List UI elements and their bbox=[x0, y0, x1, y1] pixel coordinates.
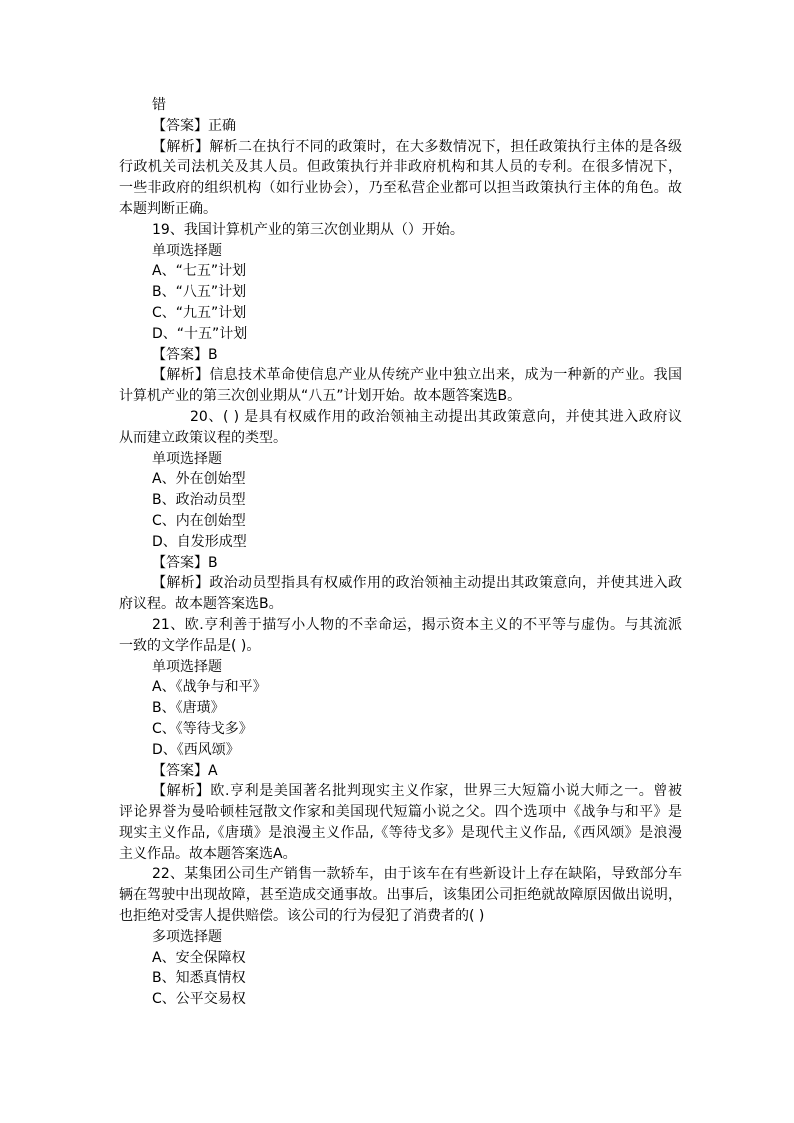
qtype-paragraph bbox=[119, 241, 682, 262]
option-line: D、“十五”计划 bbox=[152, 325, 248, 342]
option-paragraph bbox=[119, 303, 682, 324]
analysis-line: 计算机产业的第三次创业期从“八五”计划开始。故本题答案选B。 bbox=[119, 388, 522, 405]
analysis-line: 行政机关司法机关及其人员。但政策执行并非政府机构和其人员的专利。在很多情况下， bbox=[119, 159, 682, 176]
question-line: 从而建立政策议程的类型。 bbox=[119, 429, 287, 446]
option-paragraph bbox=[119, 740, 682, 761]
option-paragraph bbox=[119, 968, 682, 989]
analysis-line: 现实主义作品,《唐璜》是浪漫主义作品,《等待戈多》是现代主义作品,《西风颂》是浪漫 bbox=[119, 824, 682, 841]
qtype-line: 单项选择题 bbox=[152, 242, 222, 259]
option-line: A、“七五”计划 bbox=[152, 263, 247, 280]
answer-line: 【答案】A bbox=[152, 762, 218, 779]
answer-line: 【答案】正确 bbox=[152, 117, 236, 134]
option-line: 错 bbox=[152, 97, 166, 113]
analysis-line: 本题判断正确。 bbox=[119, 200, 217, 217]
analysis-paragraph bbox=[119, 137, 682, 220]
option-paragraph bbox=[119, 282, 682, 303]
question-line: 一致的文学作品是( )。 bbox=[119, 637, 261, 654]
answer-paragraph bbox=[119, 345, 682, 366]
option-line: A、安全保障权 bbox=[152, 949, 246, 966]
option-paragraph bbox=[119, 511, 682, 532]
option-paragraph bbox=[119, 324, 682, 345]
question-line: 19、我国计算机产业的第三次创业期从（）开始。 bbox=[152, 221, 464, 238]
question-line: 也拒绝对受害人提供赔偿。该公司的行为侵犯了消费者的( ) bbox=[119, 908, 485, 925]
option-paragraph bbox=[119, 698, 682, 719]
option-paragraph bbox=[119, 469, 682, 490]
option-paragraph bbox=[119, 532, 682, 553]
answer-line: 【答案】B bbox=[152, 346, 218, 363]
option-line: C、《等待戈多》 bbox=[152, 720, 253, 737]
question-line: 20、( ) 是具有权威作用的政治领袖主动提出其政策意向，并使其进入政府议 bbox=[190, 408, 682, 425]
qtype-line: 单项选择题 bbox=[152, 450, 222, 467]
question-paragraph bbox=[119, 407, 682, 449]
option-paragraph bbox=[119, 677, 682, 698]
question-line: 21、欧.亨利善于描写小人物的不幸命运，揭示资本主义的不平等与虚伪。与其流派 bbox=[152, 616, 682, 633]
analysis-line: 【解析】解析二在执行不同的政策时，在大多数情况下，担任政策执行主体的是各级 bbox=[152, 138, 682, 155]
option-paragraph bbox=[119, 989, 682, 1010]
option-line: C、“九五”计划 bbox=[152, 304, 247, 321]
option-line: C、公平交易权 bbox=[152, 991, 246, 1008]
analysis-line: 评论界誉为曼哈顿桂冠散文作家和美国现代短篇小说之父。四个选项中《战争与和平》是 bbox=[119, 804, 682, 821]
option-line: B、政治动员型 bbox=[152, 492, 246, 509]
option-line: B、知悉真情权 bbox=[152, 970, 246, 987]
qtype-paragraph bbox=[119, 449, 682, 470]
qtype-line: 单项选择题 bbox=[152, 658, 222, 675]
option-paragraph bbox=[119, 490, 682, 511]
answer-paragraph bbox=[119, 761, 682, 782]
option-line: C、内在创始型 bbox=[152, 512, 246, 529]
analysis-paragraph bbox=[119, 573, 682, 615]
analysis-line: 【解析】欧.亨利是美国著名批判现实主义作家，世界三大短篇小说大师之一。曾被 bbox=[152, 783, 682, 800]
question-line: 22、某集团公司生产销售一款轿车，由于该车在有些新设计上存在缺陷，导致部分车 bbox=[152, 866, 682, 883]
qtype-paragraph bbox=[119, 927, 682, 948]
option-line: A、外在创始型 bbox=[152, 471, 246, 488]
option-paragraph bbox=[119, 261, 682, 282]
question-paragraph bbox=[119, 615, 682, 657]
question-line: 辆在驾驶中出现故障，甚至造成交通事故。出事后，该集团公司拒绝就故障原因做出说明， bbox=[119, 887, 682, 904]
question-paragraph bbox=[119, 864, 682, 926]
answer-line: 【答案】B bbox=[152, 554, 218, 571]
question-paragraph bbox=[119, 220, 682, 241]
qtype-line: 多项选择题 bbox=[152, 928, 222, 945]
analysis-paragraph bbox=[119, 365, 682, 407]
analysis-line: 【解析】政治动员型指具有权威作用的政治领袖主动提出其政策意向，并使其进入政 bbox=[152, 575, 682, 592]
option-paragraph bbox=[119, 719, 682, 740]
option-line: A、《战争与和平》 bbox=[152, 679, 267, 696]
analysis-line: 一些非政府的组织机构（如行业协会），乃至私营企业都可以担当政策执行主体的角色。故 bbox=[119, 180, 682, 197]
option-line: B、“八五”计划 bbox=[152, 284, 247, 301]
analysis-line: 主义作品。故本题答案选A。 bbox=[119, 845, 297, 862]
analysis-line: 府议程。故本题答案选B。 bbox=[119, 596, 283, 613]
answer-paragraph bbox=[119, 116, 682, 137]
option-line: B、《唐璜》 bbox=[152, 700, 225, 717]
qtype-paragraph bbox=[119, 657, 682, 678]
option-line: D、《西风颂》 bbox=[152, 741, 240, 758]
option-paragraph bbox=[119, 948, 682, 969]
document-body bbox=[119, 95, 682, 1010]
option-line: D、自发形成型 bbox=[152, 533, 247, 550]
answer-paragraph bbox=[119, 553, 682, 574]
option-paragraph bbox=[119, 95, 682, 116]
analysis-paragraph bbox=[119, 781, 682, 864]
analysis-line: 【解析】信息技术革命使信息产业从传统产业中独立出来，成为一种新的产业。我国 bbox=[152, 367, 682, 384]
